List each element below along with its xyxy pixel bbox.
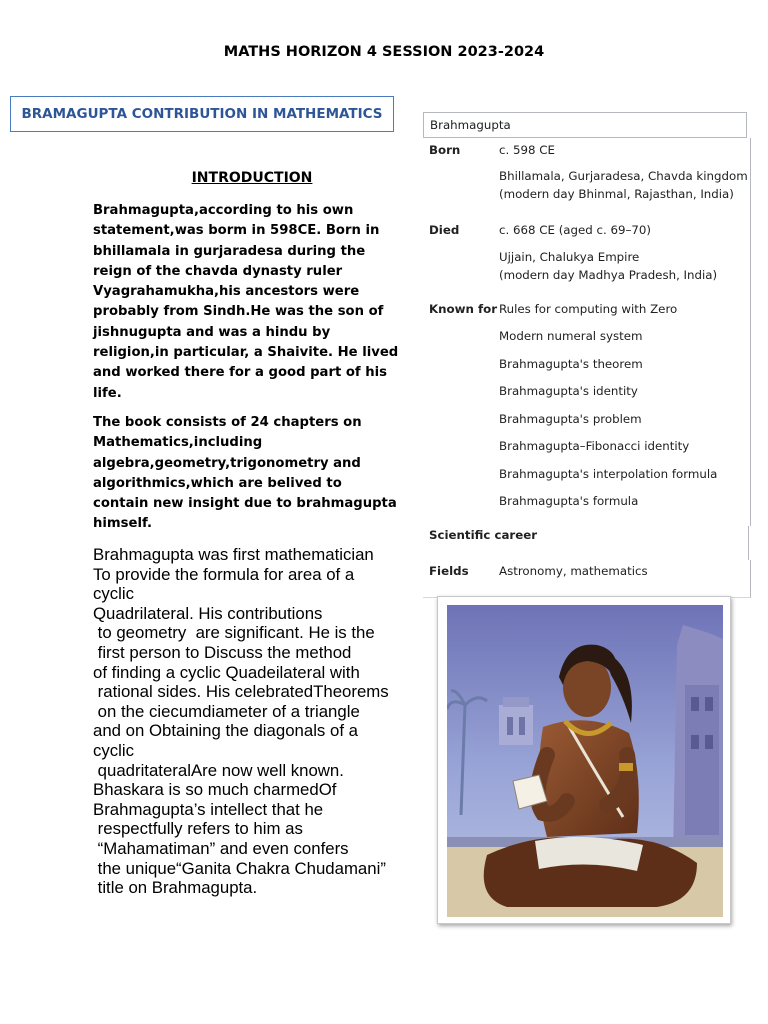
text-line: bhillamala in gurjaradesa during the bbox=[93, 243, 366, 259]
fields-value: Astronomy, mathematics bbox=[499, 564, 648, 578]
text-line: To provide the formula for area of a bbox=[93, 564, 355, 584]
text-line: Quadrilateral. His contributions bbox=[93, 603, 323, 623]
known-for-item: Brahmagupta's theorem bbox=[499, 357, 643, 371]
scientific-career-label: Scientific career bbox=[429, 528, 538, 542]
known-for-item: Brahmagupta's interpolation formula bbox=[499, 467, 718, 481]
died-date: c. 668 CE (aged c. 69–70) bbox=[499, 223, 652, 237]
known-for-label: Known for bbox=[429, 302, 498, 316]
page-title: MATHS HORIZON 4 SESSION 2023-2024 bbox=[223, 44, 545, 60]
text-line: life. bbox=[93, 385, 122, 401]
brahmagupta-portrait bbox=[437, 596, 731, 924]
born-label: Born bbox=[429, 143, 461, 157]
text-line: “Mahamatiman” and even confers bbox=[93, 838, 349, 858]
text-line: Brahmagupta was first mathematician bbox=[93, 545, 374, 564]
known-for-item: Brahmagupta–Fibonacci identity bbox=[499, 439, 690, 453]
text-line: Brahmagupta’s intellect that he bbox=[93, 799, 324, 819]
portrait-illustration bbox=[447, 605, 723, 917]
text-line: cyclic bbox=[93, 584, 135, 604]
infobox-fields-row bbox=[423, 560, 751, 598]
contributions-paragraph bbox=[93, 545, 423, 898]
known-for-item: Modern numeral system bbox=[499, 329, 643, 343]
text-line: contain new insight due to brahmagupta bbox=[93, 496, 397, 512]
text-line: Brahmagupta,according to his own bbox=[93, 203, 354, 218]
text-line: Vyagrahamukha,his ancestors were bbox=[93, 284, 360, 300]
born-place: Bhillamala, Gurjaradesa, Chavda kingdom bbox=[499, 169, 748, 183]
born-place-modern: (modern day Bhinmal, Rajasthan, India) bbox=[499, 187, 734, 201]
infobox bbox=[423, 112, 753, 598]
text-line: probably from Sindh.He was the son of bbox=[93, 304, 384, 320]
text-line: on the ciecumdiameter of a triangle bbox=[93, 701, 360, 721]
text-line: statement,was borm in 598CE. Born in bbox=[93, 223, 380, 239]
infobox-known-for-row bbox=[423, 300, 751, 526]
introduction-heading: INTRODUCTION bbox=[191, 170, 313, 186]
text-line: Mathematics,including bbox=[93, 435, 263, 451]
text-line: respectfully refers to him as bbox=[93, 819, 303, 839]
text-line: quadritateralAre now well known. bbox=[93, 760, 344, 780]
text-line: to geometry are significant. He is the bbox=[93, 623, 375, 643]
known-for-item: Brahmagupta's problem bbox=[499, 412, 642, 426]
text-line: and on Obtaining the diagonals of a bbox=[93, 721, 358, 741]
text-line: of finding a cyclic Quadeilateral with bbox=[93, 662, 360, 682]
introduction-paragraph-1 bbox=[93, 201, 413, 404]
fields-label: Fields bbox=[429, 564, 469, 578]
died-label: Died bbox=[429, 223, 460, 237]
known-for-item: Brahmagupta's formula bbox=[499, 494, 639, 508]
section-title: BRAMAGUPTA CONTRIBUTION IN MATHEMATICS bbox=[21, 106, 383, 122]
text-line: religion,in particular, a Shaivite. He lived bbox=[93, 345, 399, 361]
text-line: reign of the chavda dynasty ruler bbox=[93, 263, 343, 279]
died-place-modern: (modern day Madhya Pradesh, India) bbox=[499, 268, 718, 282]
text-line: rational sides. His celebratedTheorems bbox=[93, 682, 389, 702]
text-line: algorithmics,which are belived to bbox=[93, 475, 342, 491]
text-line: cyclic bbox=[93, 740, 135, 760]
text-line: himself. bbox=[93, 516, 152, 532]
infobox-title: Brahmagupta bbox=[423, 112, 747, 138]
text-line: Bhaskara is so much charmedOf bbox=[93, 780, 337, 800]
known-for-item: Brahmagupta's identity bbox=[499, 384, 638, 398]
introduction-paragraph-2 bbox=[93, 413, 413, 535]
text-line: and worked there for a good part of his bbox=[93, 365, 387, 381]
infobox-born-row bbox=[423, 138, 751, 220]
infobox-died-row bbox=[423, 220, 751, 300]
born-date: c. 598 CE bbox=[499, 143, 555, 157]
text-line: title on Brahmagupta. bbox=[93, 878, 258, 898]
text-line: The book consists of 24 chapters on bbox=[93, 415, 362, 430]
section-title-box bbox=[10, 96, 394, 132]
known-for-item: Rules for computing with Zero bbox=[499, 302, 678, 316]
text-line: first person to Discuss the method bbox=[93, 642, 352, 662]
infobox-career-row bbox=[423, 526, 749, 560]
text-line: jishnugupta and was a hindu by bbox=[93, 324, 331, 340]
text-line: the unique“Ganita Chakra Chudamani” bbox=[93, 858, 386, 878]
died-place: Ujjain, Chalukya Empire bbox=[499, 250, 640, 264]
text-line: algebra,geometry,trigonometry and bbox=[93, 455, 361, 471]
